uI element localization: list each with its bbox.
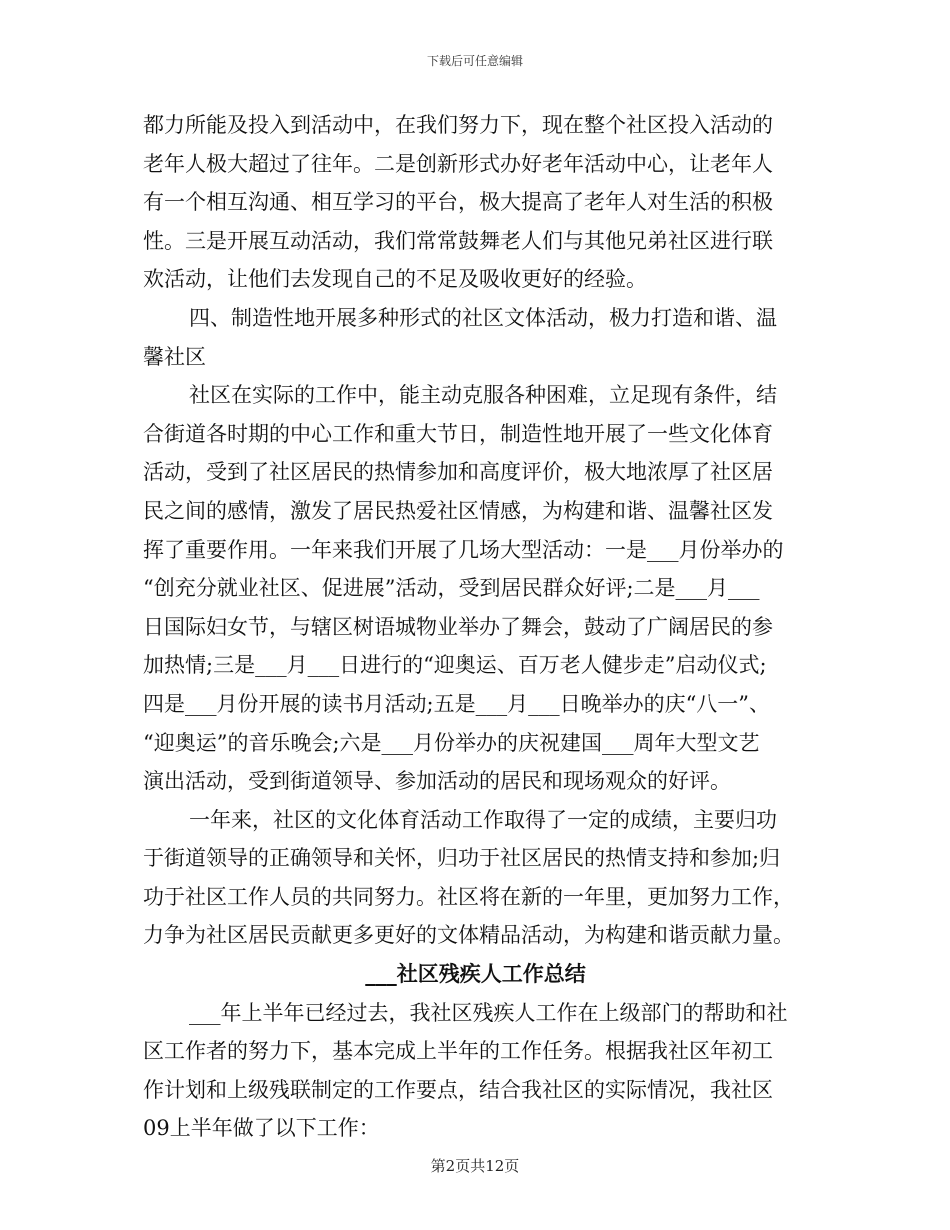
page-footer: 第2页共12页	[430, 1157, 520, 1175]
text-line: 社区在实际的工作中，能主动克服各种困难，立足现有条件，结	[189, 383, 777, 408]
text-line: 演出活动，受到街道领导、参加活动的居民和现场观众的好评。	[143, 769, 731, 794]
text-line: 日国际妇女节，与辖区树语城物业举办了舞会，鼓动了广阔居民的参	[143, 614, 773, 639]
paragraph	[143, 376, 808, 801]
text-line: 活动，受到了社区居民的热情参加和高度评价，极大地浓厚了社区居	[143, 460, 773, 485]
text-line: 四、制造性地开展多种形式的社区文体活动，极力打造和谐、温	[189, 305, 777, 330]
text-line: 性。三是开展互动活动，我们常常鼓舞老人们与其他兄弟社区进行联	[143, 228, 773, 253]
paragraph	[143, 994, 808, 1148]
document-body	[143, 106, 808, 1148]
section-heading-paragraph	[143, 299, 808, 376]
paragraph	[143, 106, 808, 299]
page-header: 下载后可任意编辑	[426, 54, 523, 68]
text-line: 欢活动，让他们去发现自己的不足及吸收更好的经验。	[143, 267, 647, 292]
paragraph	[143, 801, 808, 955]
text-line: 合街道各时期的中心工作和重大节日，制造性地开展了一些文化体育	[143, 421, 773, 446]
text-line: “创充分就业社区、促进展”活动，受到居民群众好评;二是___月___	[143, 576, 760, 601]
text-line: 于街道领导的正确领导和关怀，归功于社区居民的热情支持和参加;归	[143, 846, 781, 871]
text-line: “迎奥运”的音乐晚会;六是___月份举办的庆祝建国___周年大型文艺	[143, 730, 760, 755]
text-line: 有一个相互沟通、相互学习的平台，极大提高了老年人对生活的积极	[143, 190, 773, 215]
text-line: 区工作者的努力下，基本完成上半年的工作任务。根据我社区年初工	[143, 1039, 773, 1064]
text-line: 老年人极大超过了往年。二是创新形式办好老年活动中心，让老年人	[143, 151, 773, 176]
text-line: 一年来，社区的文化体育活动工作取得了一定的成绩，主要归功	[189, 807, 777, 832]
text-line: 作计划和上级残联制定的工作要点，结合我社区的实际情况，我社区	[143, 1077, 773, 1102]
text-line: 09上半年做了以下工作：	[143, 1116, 380, 1141]
text-line: 馨社区	[143, 344, 206, 369]
text-line: ___年上半年已经过去，我社区残疾人工作在上级部门的帮助和社	[189, 1000, 788, 1025]
section-title: ___社区残疾人工作总结	[365, 961, 586, 987]
text-line: 加热情;三是___月___日进行的“迎奥运、百万老人健步走”启动仪式;	[143, 653, 767, 678]
text-line: 功于社区工作人员的共同努力。社区将在新的一年里，更加努力工作，	[143, 884, 794, 909]
text-line: 都力所能及投入到活动中，在我们努力下，现在整个社区投入活动的	[143, 113, 773, 137]
text-line: 四是___月份开展的读书月活动;五是___月___日晚举办的庆“八一”、	[143, 691, 771, 716]
text-line: 挥了重要作用。一年来我们开展了几场大型活动：一是___月份举办的	[143, 537, 784, 562]
text-line: 民之间的感情，激发了居民热爱社区情感，为构建和谐、温馨社区发	[143, 498, 773, 523]
text-line: 力争为社区居民贡献更多更好的文体精品活动，为构建和谐贡献力量。	[143, 923, 794, 948]
